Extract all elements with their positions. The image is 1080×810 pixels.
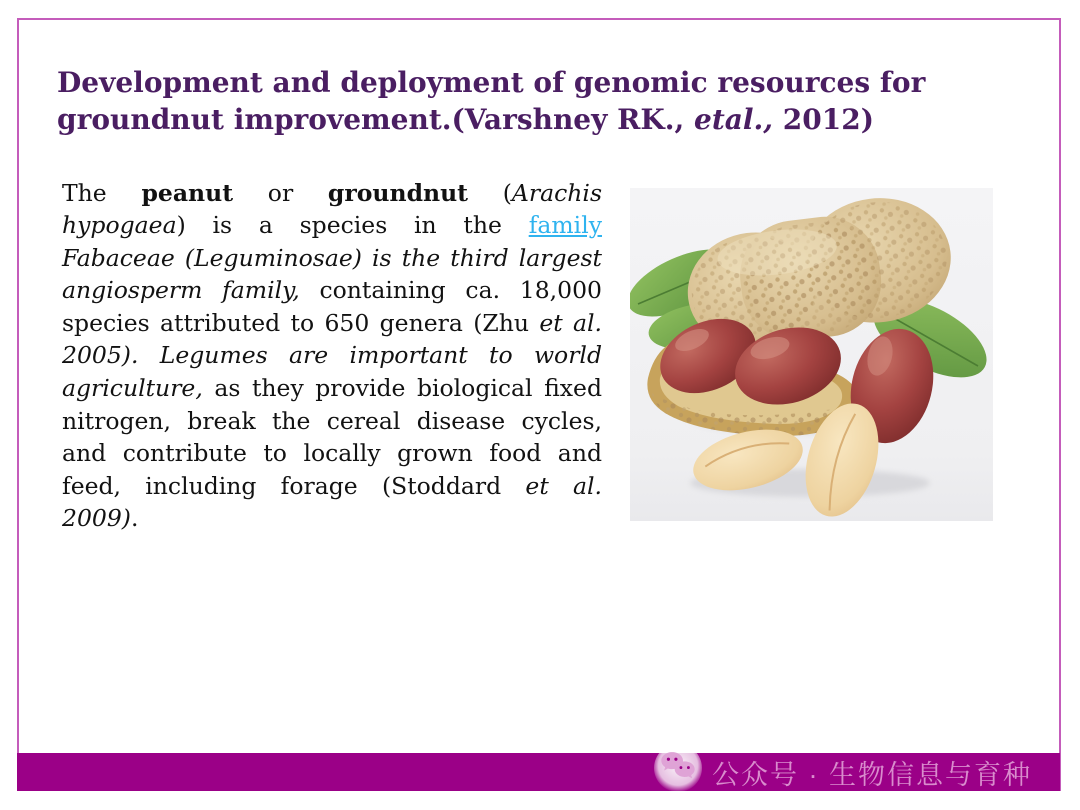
wechat-watermark	[654, 744, 1032, 791]
title-line-1: Development and deployment of genomic resources for	[57, 66, 926, 99]
body-text-segment: as they provide biological fixed nitrogen, break the cereal disease cycles, and contribute to locally grown food and feed, including forage (Stoddard	[62, 374, 602, 500]
peanuts-photo	[630, 188, 993, 521]
body-text-segment: or	[233, 178, 328, 207]
body-text-segment: Fabaceae (Leguminosae) is the third largest angiosperm family,	[62, 243, 602, 305]
watermark-text: 公众号 · 生物信息与育种	[712, 760, 1032, 790]
page-title	[57, 64, 1057, 138]
body-text-segment: peanut	[141, 178, 234, 207]
body-paragraph	[62, 177, 602, 536]
body-text-segment: groundnut	[327, 178, 469, 207]
peanuts-illustration	[630, 188, 993, 521]
body-text-segment: et al. 2005). Legumes are important to world agriculture,	[62, 308, 602, 403]
body-text-segment: The	[62, 178, 142, 207]
body-text-segment: Arachis hypogaea	[62, 178, 603, 240]
title-line-2: groundnut improvement.(Varshney RK., etal., 2012)	[57, 103, 874, 136]
body-text-segment: containing ca. 18,000 species attributed to 650 genera (Zhu	[62, 276, 602, 337]
footer-bar	[17, 753, 1060, 791]
body-text-segment: ) is a species in the	[176, 211, 529, 240]
family-link[interactable]: family	[528, 211, 602, 240]
body-text-segment: et al. 2009)	[62, 471, 602, 533]
body-text-segment: (	[468, 178, 512, 207]
body-text-segment: .	[130, 504, 139, 533]
wechat-icon	[654, 744, 702, 792]
